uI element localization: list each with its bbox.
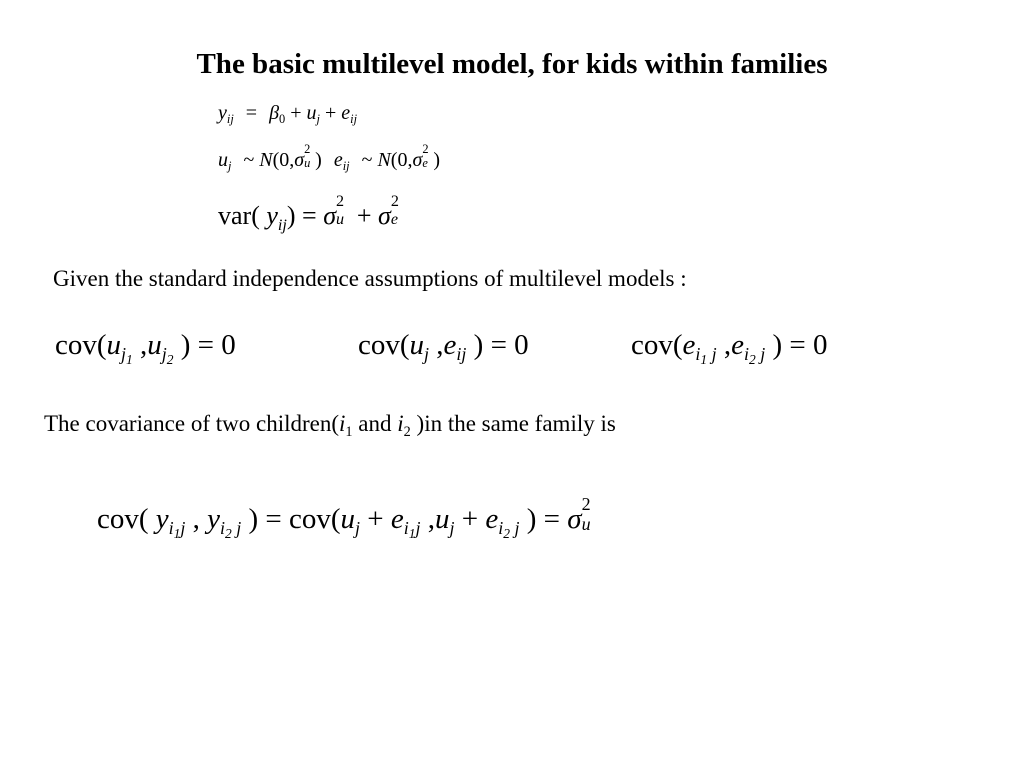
cov-e-equation: $cov(e_{i_1 j}$ $,e_{i_2 j}$ ) = 0 <box>631 329 828 367</box>
final-covariance-equation: cov( $y_{i_1j}$ , $y_{i_2 j}$ ) = $cov(u_j + e_{i_1j}$ $,u_j + e_{i_2 j}$ ) = σ 2 u <box>97 494 591 541</box>
intro-text: Given the standard independence assumptions of multilevel models : <box>53 266 687 291</box>
cov-u-equation: $cov(u_{j_1}$ $,u_{j_2}$ ) = 0 <box>55 329 236 367</box>
model-equation: $y_{ij} = \beta_0 + u_j + e_{ij}$ <box>218 102 358 127</box>
covariance-text: The covariance of two $children(i_1$ and $i_2$ )in the same family is <box>44 411 616 440</box>
cov-ue-equation: $cov(u_j$ $,e_{ij}$ ) = 0 <box>358 329 529 365</box>
variance-equation: var( $y_{ij}) = \sigma$ 2 u + σ 2 e <box>218 193 399 234</box>
slide-title: The basic multilevel model, for kids within families <box>196 48 828 80</box>
distribution-equation: $u_j$ ~ N(0,σ 2 u ) $e_{ij}$ ~ N(0,σ 2 e ) <box>218 142 441 174</box>
